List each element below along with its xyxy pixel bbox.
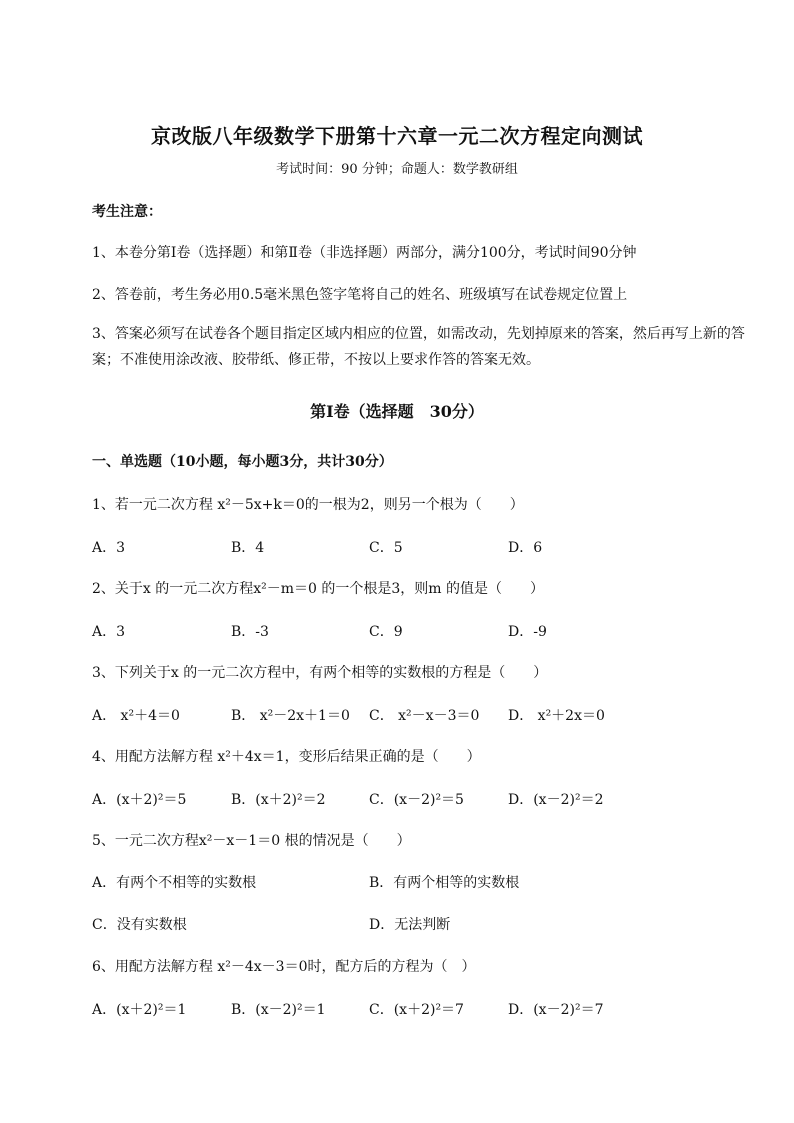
option-b[interactable]: B．有两个相等的实数根 [369,875,520,891]
option-c[interactable]: C． x²－x－3＝0 [369,708,480,724]
part-heading: 一、单选题（10小题，每小题3分，共计30分） [92,454,393,470]
notice-item-3: 3、答案必须写在试卷各个题目指定区域内相应的位置，如需改动，先划掉原来的答案，然后再写上新的答案；不准使用涂改液、胶带纸、修正带，不按以上要求作答的答案无效。 [92,326,745,368]
page-subtitle: 考试时间：90 分钟；命题人：数学教研组 [276,162,518,177]
question-6-stem: 6、用配方法解方程 x²－4x－3＝0时，配方后的方程为（ ） [92,959,476,975]
question-5-stem: 5、一元二次方程x²－x－1＝0 根的情况是（ ） [92,833,411,849]
option-a[interactable]: A． x²＋4＝0 [92,708,180,724]
question-3-stem: 3、下列关于x 的一元二次方程中，有两个相等的实数根的方程是（ ） [92,665,548,681]
option-a[interactable]: A．(x＋2)²＝5 [92,792,187,808]
notice-heading: 考生注意： [92,204,162,220]
option-d[interactable]: D．无法判断 [369,917,451,933]
option-a[interactable]: A．(x＋2)²＝1 [92,1002,187,1018]
option-c[interactable]: C．没有实数根 [92,917,187,933]
page-title: 京改版八年级数学下册第十六章一元二次方程定向测试 [151,124,643,148]
section-title: 第I卷（选择题 30分） [310,402,484,421]
notice-item-1: 1、本卷分第I卷（选择题）和第Ⅱ卷（非选择题）两部分，满分100分，考试时间90分钟 [92,245,637,261]
option-b[interactable]: B．4 [231,540,265,556]
option-a[interactable]: A．3 [92,540,126,556]
option-c[interactable]: C．5 [369,540,403,556]
notice-item-2: 2、答卷前，考生务必用0.5毫米黑色签字笔将自己的姓名、班级填写在试卷规定位置上 [92,287,628,303]
option-c[interactable]: C．(x－2)²＝5 [369,792,464,808]
option-d[interactable]: D．6 [508,540,543,556]
option-a[interactable]: A．有两个不相等的实数根 [92,875,257,891]
question-2-stem: 2、关于x 的一元二次方程x²－m＝0 的一个根是3，则m 的值是（ ） [92,581,545,597]
option-b[interactable]: B．(x－2)²＝1 [231,1002,326,1018]
option-a[interactable]: A．3 [92,624,126,640]
question-1-stem: 1、若一元二次方程 x²－5x+k＝0的一根为2，则另一个根为（ ） [92,497,524,513]
option-c[interactable]: C．(x＋2)²＝7 [369,1002,464,1018]
option-c[interactable]: C．9 [369,624,403,640]
question-4-stem: 4、用配方法解方程 x²＋4x＝1，变形后结果正确的是（ ） [92,749,481,765]
option-b[interactable]: B．(x＋2)²＝2 [231,792,326,808]
option-d[interactable]: D．(x－2)²＝7 [508,1002,604,1018]
option-b[interactable]: B． x²－2x＋1＝0 [231,708,350,724]
option-d[interactable]: D．-9 [508,624,547,640]
option-d[interactable]: D．(x－2)²＝2 [508,792,604,808]
option-d[interactable]: D． x²＋2x＝0 [508,708,605,724]
option-b[interactable]: B．-3 [231,624,269,640]
